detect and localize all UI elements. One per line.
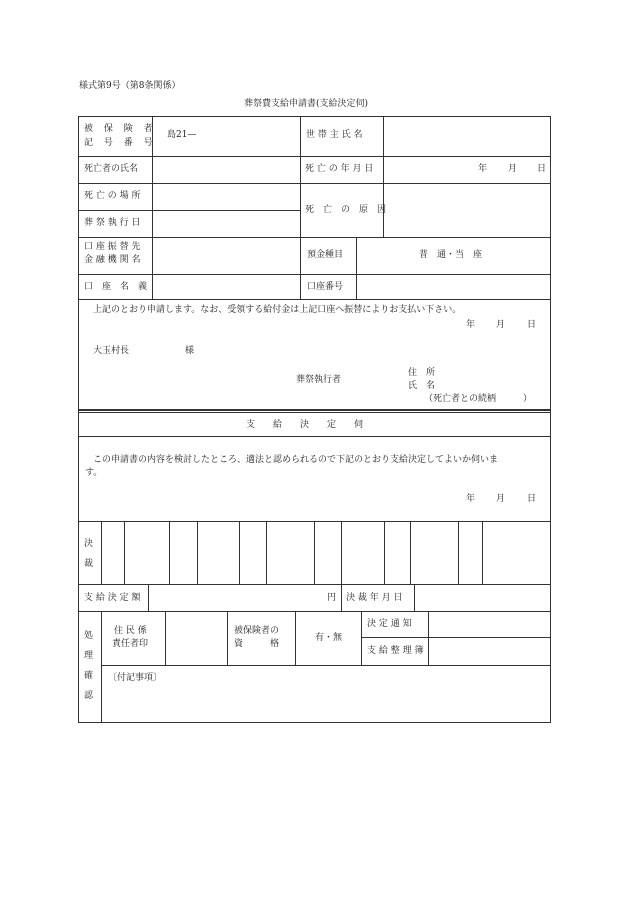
row-line	[78, 210, 300, 211]
stamp-cell	[266, 521, 267, 584]
transfer-bank-label: 口 座 振 替 先	[84, 242, 141, 252]
stamp-cell	[239, 521, 240, 584]
stamp-cell	[482, 521, 483, 584]
death-month-label: 月	[508, 164, 518, 174]
register-label: 支 給 整 理 簿	[367, 646, 424, 656]
row-line	[78, 611, 550, 612]
frame-bottom	[78, 722, 551, 723]
col-line	[165, 611, 166, 665]
col-line	[227, 611, 228, 665]
stamp-cell	[314, 521, 315, 584]
section-separator	[78, 409, 550, 411]
decision-heading: 支 給 決 定 伺	[246, 420, 364, 430]
row-line	[101, 665, 550, 666]
declaration-day: 日	[527, 320, 537, 330]
col-line	[300, 116, 301, 299]
amount-unit: 円	[327, 593, 337, 603]
approval-date-label: 決 裁 年 月 日	[346, 593, 403, 603]
row-line	[361, 637, 550, 638]
col-line	[361, 611, 362, 665]
col-line	[414, 584, 415, 611]
stamp-cell	[169, 521, 170, 584]
notice-label: 決 定 通 知	[367, 619, 412, 629]
row-line	[78, 299, 550, 300]
deposit-type-label: 預金種目	[307, 250, 344, 260]
processing-char-1: 処	[84, 631, 94, 641]
decision-month: 月	[496, 494, 506, 504]
stamp-cell	[384, 521, 385, 584]
name-label: 氏 名	[408, 381, 436, 391]
addressee: 大玉村長	[93, 346, 130, 356]
insured-symbol-value[interactable]: 島21—	[167, 130, 197, 140]
processing-char-4: 認	[84, 691, 94, 701]
stamp-cell	[410, 521, 411, 584]
col-line	[101, 611, 102, 722]
stamp-cell	[458, 521, 459, 584]
decision-text-line1: この申請書の内容を検討したところ、適法と認められるので下記のとおり支給決定してよいか伺いま	[93, 455, 499, 465]
amount-label: 支 給 決 定 額	[84, 593, 141, 603]
account-holder-label: 口 座 名 義	[84, 282, 148, 292]
death-day-label: 日	[537, 164, 547, 174]
resident-label-1: 住 民 係	[114, 626, 147, 636]
row-line	[78, 436, 550, 437]
yes-no-choice[interactable]: 有・無	[315, 633, 343, 643]
page-title: 葬祭費支給申請書(支給決定伺)	[244, 99, 369, 109]
honorific: 様	[185, 346, 195, 356]
decision-year: 年	[466, 494, 476, 504]
row-line	[78, 156, 550, 157]
row-line	[78, 183, 550, 184]
address-label: 住 所	[408, 368, 436, 378]
processing-char-2: 理	[84, 651, 94, 661]
notes-label: 〔付記事項〕	[108, 673, 163, 683]
col-line	[356, 237, 357, 299]
col-line	[295, 611, 296, 665]
executor-label: 葬祭執行者	[296, 375, 342, 385]
qualification-label-2: 資 格	[234, 639, 280, 649]
section-separator	[78, 412, 550, 413]
declaration-year: 年	[466, 320, 476, 330]
approval-label-1: 決	[84, 539, 94, 549]
qualification-label-1: 被保険者の	[234, 626, 280, 636]
bank-name-label: 金 融 機 関 名	[84, 255, 141, 265]
stamp-cell	[101, 521, 102, 584]
col-line	[383, 116, 384, 237]
col-line	[428, 611, 429, 665]
stamp-cell	[124, 521, 125, 584]
frame-right	[550, 116, 551, 723]
deposit-type-value[interactable]: 普 通・当 座	[419, 250, 483, 260]
form-id: 様式第9号（第8条関係）	[79, 81, 181, 91]
insured-number-label: 記 号 番 号	[84, 138, 157, 148]
death-cause-label: 死 亡 の 原 因	[305, 205, 387, 215]
frame-top	[78, 116, 550, 117]
col-line	[148, 584, 149, 611]
insured-symbol-label: 被 保 険 者	[84, 124, 157, 134]
relation-label: （死亡者との続柄 ）	[424, 394, 533, 404]
deceased-name-label: 死亡者の氏名	[84, 164, 139, 174]
approval-label-2: 裁	[84, 559, 94, 569]
account-number-label: 口座番号	[307, 282, 344, 292]
stamp-cell	[197, 521, 198, 584]
processing-char-3: 確	[84, 671, 94, 681]
funeral-date-label: 葬 祭 執 行 日	[84, 218, 141, 228]
death-year-label: 年	[478, 164, 488, 174]
declaration-month: 月	[496, 320, 506, 330]
frame-left	[78, 116, 79, 723]
death-place-label: 死 亡 の 場 所	[84, 191, 141, 201]
declaration-text: 上記のとおり申請します。なお、受領する給付金は上記口座へ振替によりお支払い下さい。	[93, 305, 462, 315]
row-line	[78, 237, 550, 238]
row-line	[78, 274, 550, 275]
stamp-cell	[341, 521, 342, 584]
col-line	[341, 584, 342, 611]
resident-label-2: 責任者印	[112, 639, 149, 649]
decision-day: 日	[527, 494, 537, 504]
death-date-label: 死 亡 の 年 月 日	[305, 164, 374, 174]
household-head-label: 世 帯 主 氏 名	[306, 130, 363, 140]
decision-text-line2: す。	[85, 468, 103, 478]
